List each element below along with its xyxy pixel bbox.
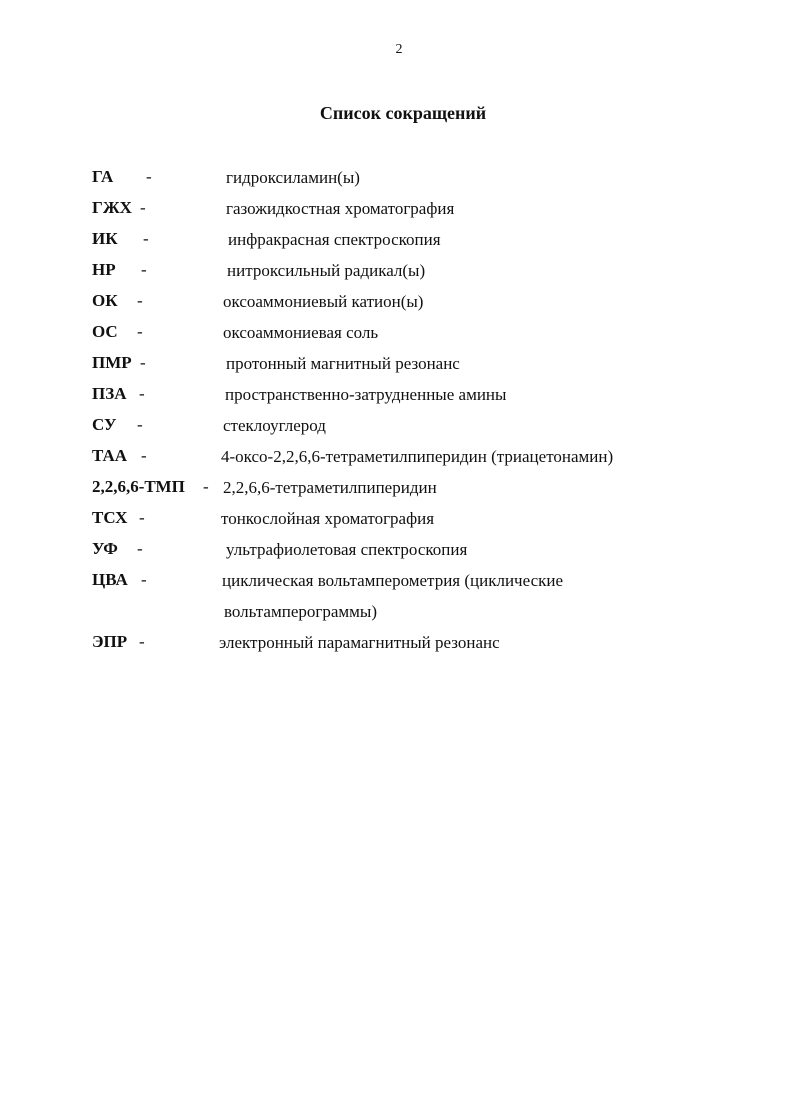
dash-separator: - <box>139 384 145 403</box>
dash-separator: - <box>137 539 143 558</box>
list-item <box>0 631 798 662</box>
abbreviation: ТСХ <box>92 508 128 527</box>
page-title: Список сокращений <box>319 103 487 123</box>
dash-separator: - <box>140 198 146 217</box>
dash-separator: - <box>141 446 147 465</box>
abbreviation: НР <box>92 260 116 279</box>
abbreviation: ПЗА <box>92 384 127 403</box>
abbreviation-definition: оксоаммониевый катион(ы) <box>223 292 424 311</box>
abbreviation-definition: протонный магнитный резонанс <box>226 354 460 373</box>
abbreviation-definition: гидроксиламин(ы) <box>226 168 360 187</box>
abbreviation-definition: тонкослойная хроматография <box>221 509 435 528</box>
abbreviation: СУ <box>92 415 117 434</box>
dash-separator: - <box>137 415 143 434</box>
abbreviation-definition: оксоаммониевая соль <box>223 323 379 342</box>
list-item <box>0 383 798 414</box>
abbreviation: ЭПР <box>92 632 128 651</box>
abbreviation: ТАА <box>92 446 128 465</box>
dash-separator: - <box>143 229 149 248</box>
dash-separator: - <box>137 322 143 341</box>
abbreviation: ГА <box>92 167 114 186</box>
abbreviation-definition: инфракрасная спектроскопия <box>228 230 441 249</box>
abbreviation: УФ <box>92 539 118 558</box>
abbreviation-definition: стеклоуглерод <box>223 416 326 435</box>
abbreviation-definition: газожидкостная хроматография <box>226 199 455 218</box>
abbreviation: ГЖХ <box>92 198 132 217</box>
abbreviation-definition: электронный парамагнитный резонанс <box>219 633 500 652</box>
abbreviation: ОК <box>92 291 118 310</box>
abbreviation-definition: 4-оксо-2,2,6,6-тетраметилпиперидин (триацетонамин) <box>221 447 614 466</box>
list-item <box>0 290 798 321</box>
dash-separator: - <box>203 477 209 496</box>
list-item <box>0 569 798 631</box>
abbreviation-definition-continuation: вольтамперограммы) <box>224 602 377 621</box>
abbreviation: ПМР <box>92 353 132 372</box>
abbreviation-definition: нитроксильный радикал(ы) <box>227 261 426 280</box>
abbreviation: ЦВА <box>92 570 128 589</box>
abbreviation: ОС <box>92 322 118 341</box>
abbreviation-definition: ультрафиолетовая спектроскопия <box>226 540 468 559</box>
dash-separator: - <box>139 632 145 651</box>
dash-separator: - <box>141 570 147 589</box>
dash-separator: - <box>141 260 147 279</box>
abbreviation-definition: циклическая вольтамперометрия (циклические <box>222 571 564 590</box>
dash-separator: - <box>140 353 146 372</box>
dash-separator: - <box>139 508 145 527</box>
dash-separator: - <box>137 291 143 310</box>
abbreviation: ИК <box>92 229 118 248</box>
abbreviation-definition: 2,2,6,6-тетраметилпиперидин <box>223 478 437 497</box>
page-number: 2 <box>395 42 403 57</box>
abbreviation-definition: пространственно-затрудненные амины <box>225 385 507 404</box>
abbreviation: 2,2,6,6-ТМП <box>92 477 185 496</box>
dash-separator: - <box>146 167 152 186</box>
abbreviation-list <box>0 166 798 662</box>
